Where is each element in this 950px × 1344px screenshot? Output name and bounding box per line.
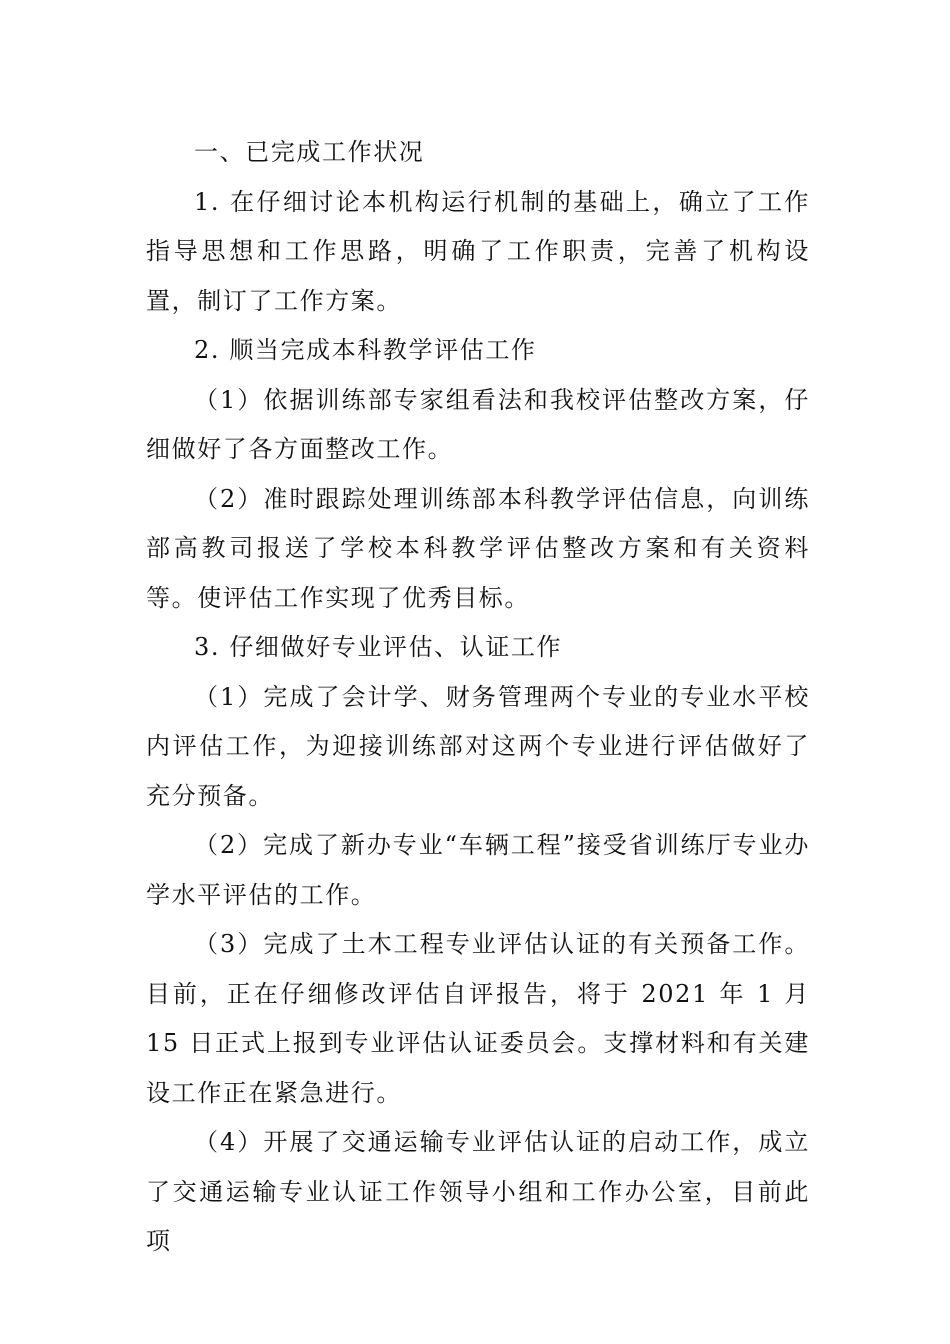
subsection-heading: 2. 顺当完成本科教学评估工作 bbox=[194, 336, 537, 364]
paragraph: 1. 在仔细讨论本机构运行机制的基础上，确立了工作指导思想和工作思路，明确了工作职责，完善了机构设置，制订了工作方案。 bbox=[146, 187, 810, 315]
subsection-heading: 3. 仔细做好专业评估、认证工作 bbox=[194, 633, 563, 661]
paragraph: （4）开展了交通运输专业评估认证的启动工作，成立了交通运输专业认证工作领导小组和工作办公室，目前此项 bbox=[146, 1128, 810, 1255]
section-heading: 一、已完成工作状况 bbox=[194, 138, 425, 166]
paragraph: （1）依据训练部专家组看法和我校评估整改方案，仔细做好了各方面整改工作。 bbox=[146, 385, 810, 463]
paragraph: （2）准时跟踪处理训练部本科教学评估信息，向训练部高教司报送了学校本科教学评估整改方案和有关资料等。使评估工作实现了优秀目标。 bbox=[146, 484, 810, 612]
document-body bbox=[146, 128, 810, 1267]
paragraph: （3）完成了土木工程专业评估认证的有关预备工作。目前，正在仔细修改评估自评报告，将于 2021 年 1 月 15 日正式上报到专业评估认证委员会。支撑材料和有关建设工作正在紧急进行。 bbox=[146, 930, 810, 1107]
paragraph: （2）完成了新办专业“车辆工程”接受省训练厅专业办学水平评估的工作。 bbox=[146, 831, 810, 909]
paragraph: （1）完成了会计学、财务管理两个专业的专业水平校内评估工作，为迎接训练部对这两个专业进行评估做好了充分预备。 bbox=[146, 682, 810, 810]
